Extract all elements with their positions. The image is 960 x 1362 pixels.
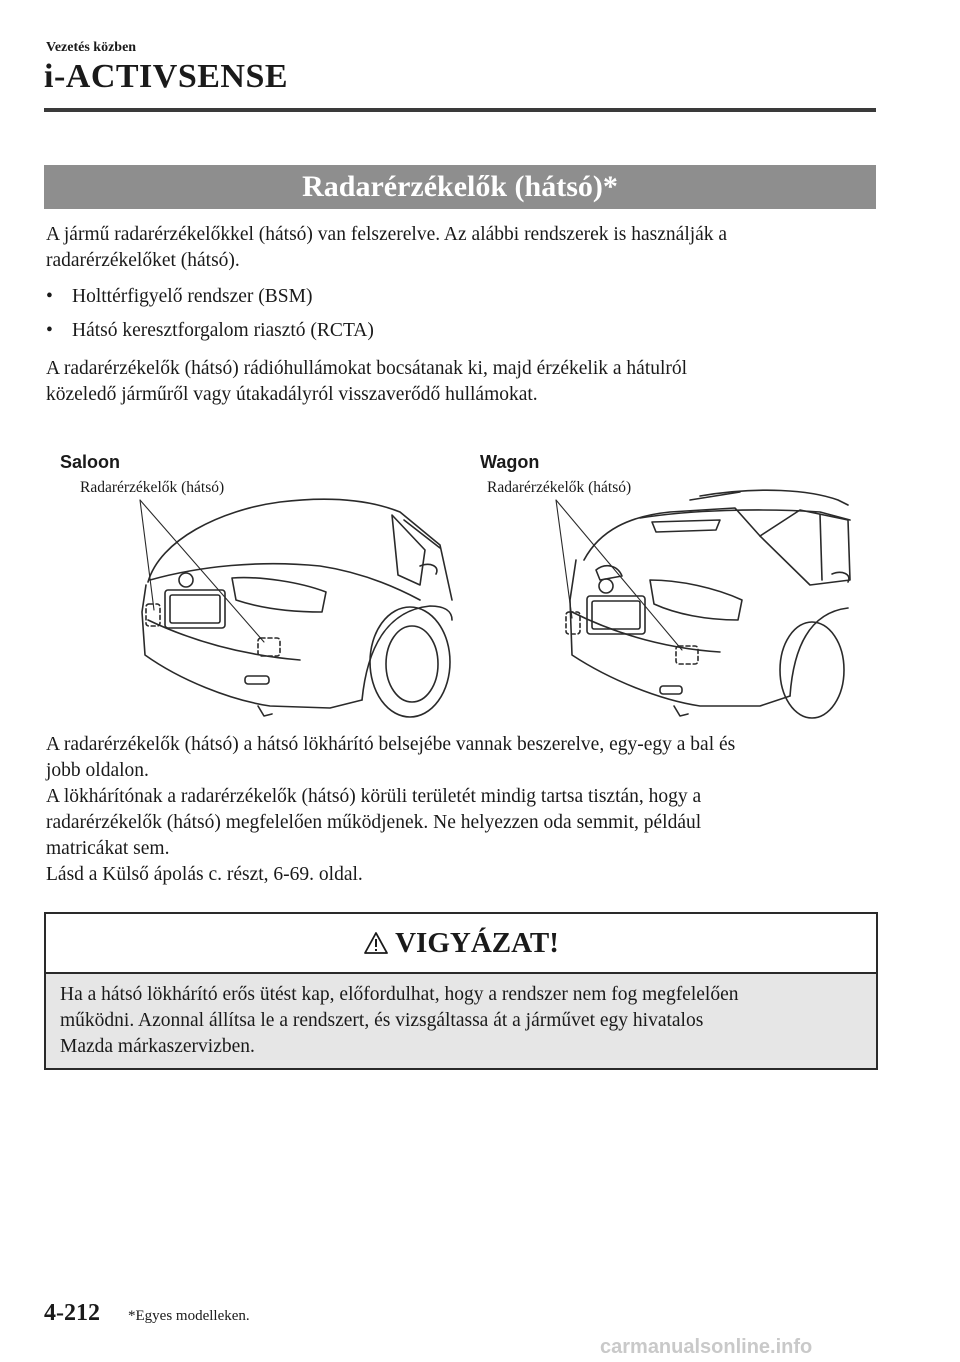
bullet-text: Hátsó keresztforgalom riasztó (RCTA): [72, 320, 374, 341]
caution-line: Mazda márkaszervizben.: [60, 1036, 255, 1057]
caution-box: [44, 912, 878, 1070]
page-number: 4-212: [44, 1300, 100, 1326]
bullet-text: Holttérfigyelő rendszer (BSM): [72, 286, 313, 307]
wagon-caption: Radarérzékelők (hátsó): [487, 479, 632, 496]
section-heading: Radarérzékelők (hátsó)*: [44, 165, 876, 209]
installation-line: A lökhárítónak a radarérzékelők (hátsó) körüli területét mindig tartsa tisztán, hogy a: [46, 786, 702, 807]
bullet-dot-icon: •: [46, 320, 53, 341]
intro-line: radarérzékelőket (hátsó).: [46, 250, 240, 271]
wagon-car-image: [570, 490, 850, 718]
saloon-label: Saloon: [60, 452, 121, 472]
installation-line: A radarérzékelők (hátsó) a hátsó lökhárító belsejébe vannak beszerelve, egy-egy a bal és: [46, 734, 736, 755]
caution-line: Ha a hátsó lökhárító erős ütést kap, előfordulhat, hogy a rendszer nem fog megfelelően: [60, 984, 739, 1005]
caution-title: VIGYÁZAT!: [395, 927, 559, 959]
saloon-leader-lines: [140, 500, 264, 642]
description-line: közeledő járműről vagy útakadályról visszaverődő hullámokat.: [46, 384, 538, 405]
bullet-dot-icon: •: [46, 286, 53, 307]
saloon-car-image: [142, 499, 452, 717]
caution-text: [60, 982, 870, 1060]
installation-paragraph: [46, 732, 876, 888]
wagon-label: Wagon: [480, 452, 540, 472]
section-label: Vezetés közben: [46, 40, 137, 55]
saloon-sensor-markers: [146, 604, 280, 656]
footnote: *Egyes modelleken.: [128, 1308, 250, 1324]
chapter-title: i-ACTIVSENSE: [44, 58, 289, 95]
saloon-caption: Radarérzékelők (hátsó): [80, 479, 225, 496]
installation-line: jobb oldalon.: [46, 760, 149, 781]
caution-header: [46, 914, 876, 974]
warning-triangle-icon: [363, 931, 389, 955]
installation-line: matricákat sem.: [46, 838, 170, 859]
wagon-sensor-markers: [566, 612, 698, 664]
description-line: A radarérzékelők (hátsó) rádióhullámokat bocsátanak ki, majd érzékelik a hátulról: [46, 358, 688, 379]
installation-line: radarérzékelők (hátsó) megfelelően működjenek. Ne helyezzen oda semmit, például: [46, 812, 702, 833]
intro-line: A jármű radarérzékelőkkel (hátsó) van felszerelve. Az alábbi rendszerek is használják a: [46, 224, 728, 245]
wagon-leader-lines: [556, 500, 682, 650]
installation-line: Lásd a Külső ápolás c. részt, 6-69. oldal.: [46, 864, 363, 885]
caution-line: működni. Azonnal állítsa le a rendszert, és vizsgáltassa át a járművet egy hivatalos: [60, 1010, 704, 1031]
watermark: carmanualsonline.info: [600, 1336, 813, 1358]
